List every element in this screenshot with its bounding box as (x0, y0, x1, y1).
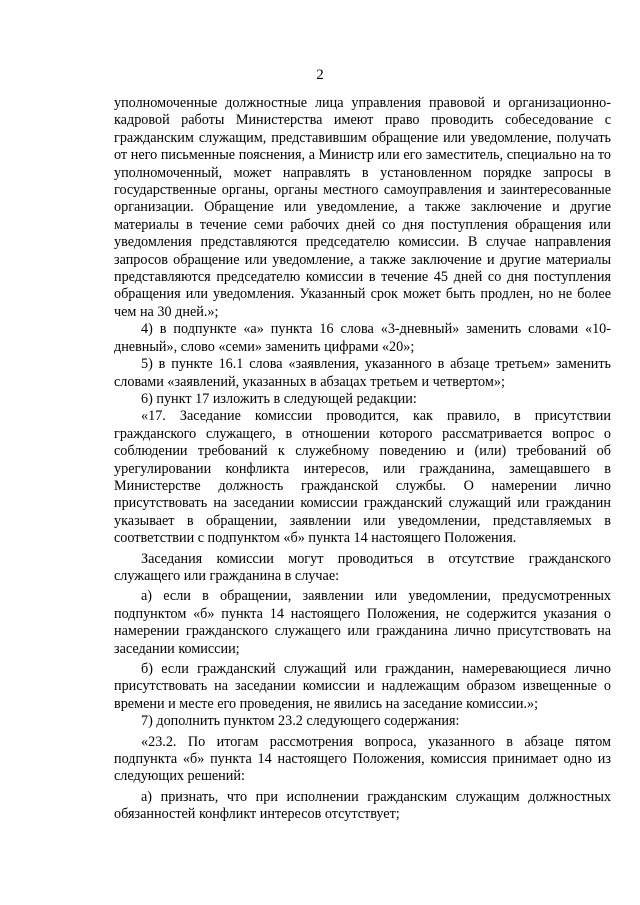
paragraph-case-a: а) если в обращении, заявлении или уведомлении, предусмотренных подпунктом «б» пункта 14 настоящего Положения, не содержится указания о намерении гражданского служащего или гражданина лично присутствовать на заседании комиссии; (114, 588, 611, 657)
paragraph-absence-cases: Заседания комиссии могут проводиться в отсутствие гражданского служащего или гражданина в случае: (114, 550, 611, 584)
page-number: 2 (316, 67, 324, 83)
paragraph-point-17: «17. Заседание комиссии проводится, как правило, в присутствии гражданского служащего, в отношении которого рассматривается вопрос о соблюдении требований к служебному поведению и (или) требований об урегулировании конфликта интересов, или гражданина, замещавшего в Министерстве должность гражданской службы. О намерении лично присутствовать на заседании комиссии гражданский служащий или гражданин указывает в обращении, заявлении или уведомлении, представляемых в соответствии с подпунктом «б» пункта 14 настоящего Положения. (114, 408, 611, 547)
paragraph-continuation-item-3: уполномоченные должностные лица управления правовой и организационно-кадровой работы Министерства имеют право проводить собеседование с гражданским служащим, представившим обращение или уведомление, получать от него письменные пояснения, а Министр или его заместитель, специально на то уполномоченный, может направлять в установленном порядке запросы в государственные органы, органы местного самоуправления и заинтересованные организации. Обращение или уведомление, а также заключение и другие материалы в течение семи рабочих дней со дня поступления обращения или уведомления представляются председателю комиссии. В случае направления запросов обращение или уведомление, а также заключение и другие материалы представляются председателю комиссии в течение 45 дней со дня поступления обращения или уведомления. Указанный срок может быть продлен, но не более чем на 30 дней.»; (114, 95, 611, 320)
paragraph-case-b: б) если гражданский служащий или гражданин, намеревающиеся лично присутствовать на заседании комиссии и надлежащим образом извещенные о времени и месте его проведения, не явились на заседание комиссии.»; (114, 661, 611, 712)
paragraph-item-7: 7) дополнить пунктом 23.2 следующего содержания: (141, 713, 460, 730)
paragraph-item-4: 4) в подпункте «а» пункта 16 слова «3-дневный» заменить словами «10-дневный», слово «семи» заменить цифрами «20»; (114, 321, 611, 355)
paragraph-item-6: 6) пункт 17 изложить в следующей редакции: (141, 390, 417, 407)
paragraph-decision-a: а) признать, что при исполнении гражданским служащим должностных обязанностей конфликт интересов отсутствует; (114, 788, 611, 823)
document-body (114, 95, 611, 824)
paragraph-point-23-2: «23.2. По итогам рассмотрения вопроса, указанного в абзаце пятом подпункта «б» пункта 14 настоящего Положения, комиссия принимает одно из следующих решений: (114, 733, 611, 785)
paragraph-item-5: 5) в пункте 16.1 слова «заявления, указанного в абзаце третьем» заменить словами «заявлений, указанных в абзацах третьем и четвертом»; (114, 356, 611, 390)
